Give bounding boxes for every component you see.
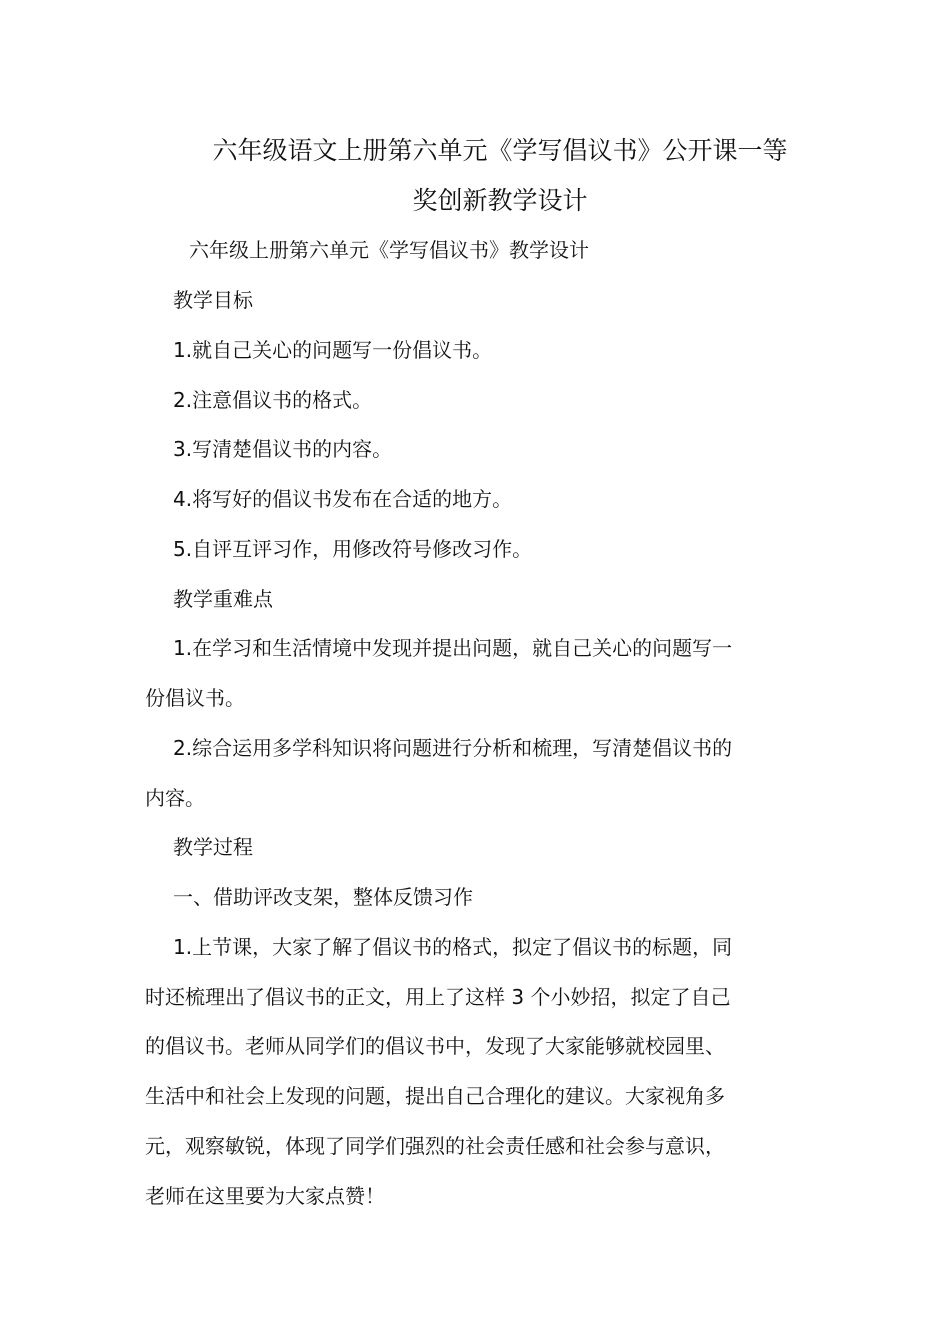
key-point-line: 1.在学习和生活情境中发现并提出问题，就自己关心的问题写一	[173, 636, 733, 660]
section-heading-goals: 教学目标	[173, 288, 253, 312]
goal-item: 1.就自己关心的问题写一份倡议书。	[173, 338, 493, 362]
process-subheading: 一、借助评改支架，整体反馈习作	[173, 885, 473, 909]
document-title-line-2: 奖创新教学设计	[412, 186, 588, 215]
goal-item: 3.写清楚倡议书的内容。	[173, 437, 393, 461]
key-point-line: 内容。	[145, 786, 205, 810]
process-paragraph-line: 元，观察敏锐，体现了同学们强烈的社会责任感和社会参与意识，	[145, 1134, 725, 1158]
section-heading-process: 教学过程	[173, 835, 253, 859]
key-point-line: 份倡议书。	[145, 686, 245, 710]
goal-item: 4.将写好的倡议书发布在合适的地方。	[173, 487, 513, 511]
process-paragraph-line: 生活中和社会上发现的问题，提出自己合理化的建议。大家视角多	[145, 1084, 725, 1108]
section-heading-key-points: 教学重难点	[173, 587, 273, 611]
process-paragraph-line: 时还梳理出了倡议书的正文，用上了这样 3 个小妙招，拟定了自己	[145, 985, 731, 1009]
goal-item: 2.注意倡议书的格式。	[173, 388, 373, 412]
document-subtitle: 六年级上册第六单元《学写倡议书》教学设计	[189, 238, 589, 262]
process-paragraph-line: 1.上节课，大家了解了倡议书的格式，拟定了倡议书的标题，同	[173, 935, 733, 959]
process-paragraph-line: 的倡议书。老师从同学们的倡议书中，发现了大家能够就校园里、	[145, 1034, 725, 1058]
key-point-line: 2.综合运用多学科知识将问题进行分析和梳理，写清楚倡议书的	[173, 736, 733, 760]
document-title-line-1: 六年级语文上册第六单元《学写倡议书》公开课一等	[212, 136, 788, 165]
goal-item: 5.自评互评习作，用修改符号修改习作。	[173, 537, 533, 561]
process-paragraph-line: 老师在这里要为大家点赞！	[145, 1184, 385, 1208]
